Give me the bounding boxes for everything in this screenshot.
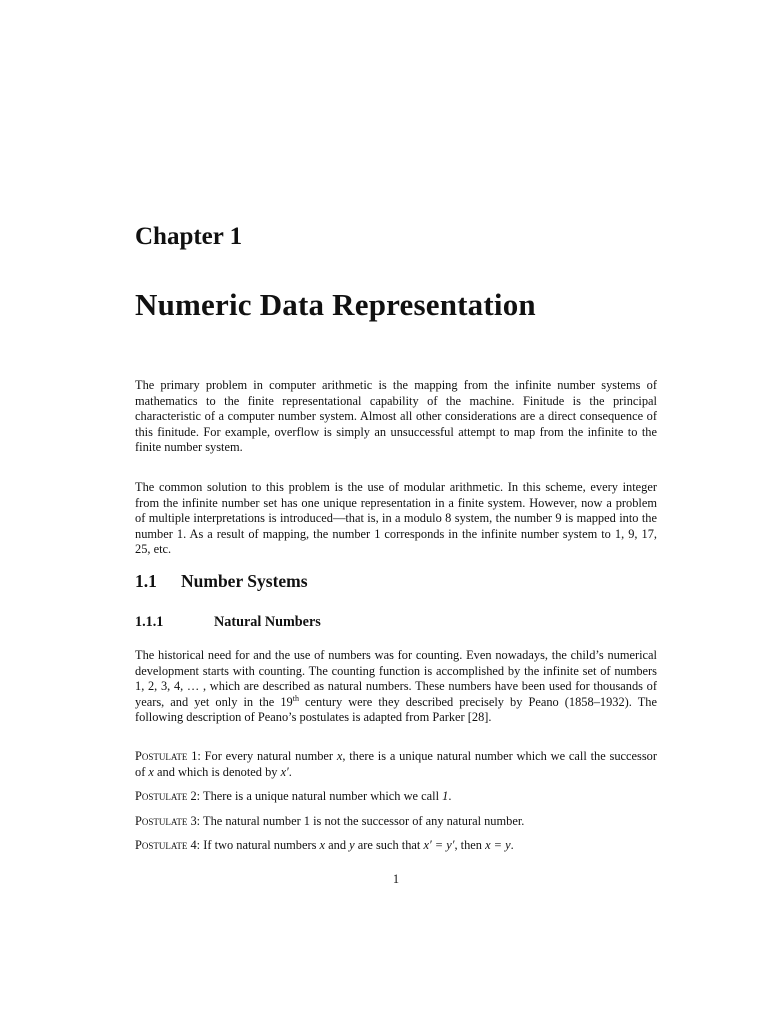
postulate-label: Postulate 3:	[135, 814, 201, 828]
postulate-text: .	[448, 789, 452, 803]
postulate-text: , there is a unique natural number which we call the successor of	[135, 749, 658, 779]
postulate-4	[135, 838, 657, 854]
natural-numbers-text-b: century were they described precisely by Peano (1858–1932). The following description of Peano’s postulates is adapted from Parker [28].	[135, 694, 657, 725]
postulate-text: If two natural numbers	[203, 838, 320, 852]
postulate-text: .	[288, 764, 292, 779]
subsection-number: 1.1.1	[135, 614, 164, 630]
math-expression: x′	[280, 764, 289, 779]
postulate-text: .	[510, 838, 514, 852]
ordinal-superscript: th	[292, 693, 299, 703]
natural-numbers-paragraph	[135, 648, 657, 726]
math-variable: 1	[442, 789, 449, 803]
postulate-3	[135, 814, 657, 830]
postulate-2	[135, 789, 657, 805]
postulate-text: are such that	[354, 838, 424, 852]
subsection-heading	[135, 613, 321, 631]
postulate-text: There is a unique natural number which we call	[203, 789, 443, 803]
document-page	[135, 0, 657, 1024]
section-heading	[135, 570, 308, 592]
section-title: Number Systems	[181, 571, 308, 591]
math-variable: y	[349, 838, 355, 852]
postulate-text: , then	[454, 838, 486, 852]
postulate-label: Postulate 4:	[135, 838, 201, 852]
postulate-text: and which is denoted by	[153, 764, 281, 779]
math-variable: x	[148, 764, 154, 779]
math-expression: x = y	[485, 838, 511, 852]
chapter-title: Numeric Data Representation	[135, 287, 536, 322]
postulate-1	[135, 749, 657, 780]
postulate-text: For every natural number	[204, 749, 337, 763]
chapter-label: Chapter 1	[135, 223, 243, 250]
math-variable: x	[319, 838, 326, 852]
intro-paragraph-1: The primary problem in computer arithmetic is the mapping from the infinite number systems of mathematics to the finite representational capability of the machine. Finitude is the principal characteristic of a computer number system. Almost all other considerations are a direct consequence of this finitude. For example, overflow is simply an unsuccessful attempt to map from the infinite to the finite number system.	[135, 378, 657, 455]
intro-paragraph-2: The common solution to this problem is the use of modular arithmetic. In this scheme, every integer from the infinite number set has one unique representation in a finite system. However, now a problem of multiple interpretations is introduced—that is, in a modulo 8 system, the number 9 is mapped into the number 1. As a result of mapping, the number 1 corresponds in the infinite number system to 1, 9, 17, 25, etc.	[135, 480, 657, 557]
section-number: 1.1	[135, 571, 157, 591]
postulate-text: and	[325, 838, 350, 852]
math-variable: x	[336, 749, 343, 763]
math-expression: x′ = y′	[423, 838, 455, 852]
natural-numbers-text-a: The historical need for and the use of numbers was for counting. Even nowadays, the child’s numerical development starts with counting. The counting function is accomplished by the infinite set of numbers 1, 2, 3, 4, … , which are described as natural numbers. These numbers have been used for thousands of years, and yet only in the 19	[135, 648, 657, 709]
postulate-label: Postulate 1:	[135, 749, 201, 763]
subsection-title: Natural Numbers	[214, 614, 321, 630]
postulate-text: The natural number 1 is not the successor of any natural number.	[203, 814, 525, 828]
page-number: 1	[392, 872, 400, 886]
postulate-label: Postulate 2:	[135, 789, 201, 803]
